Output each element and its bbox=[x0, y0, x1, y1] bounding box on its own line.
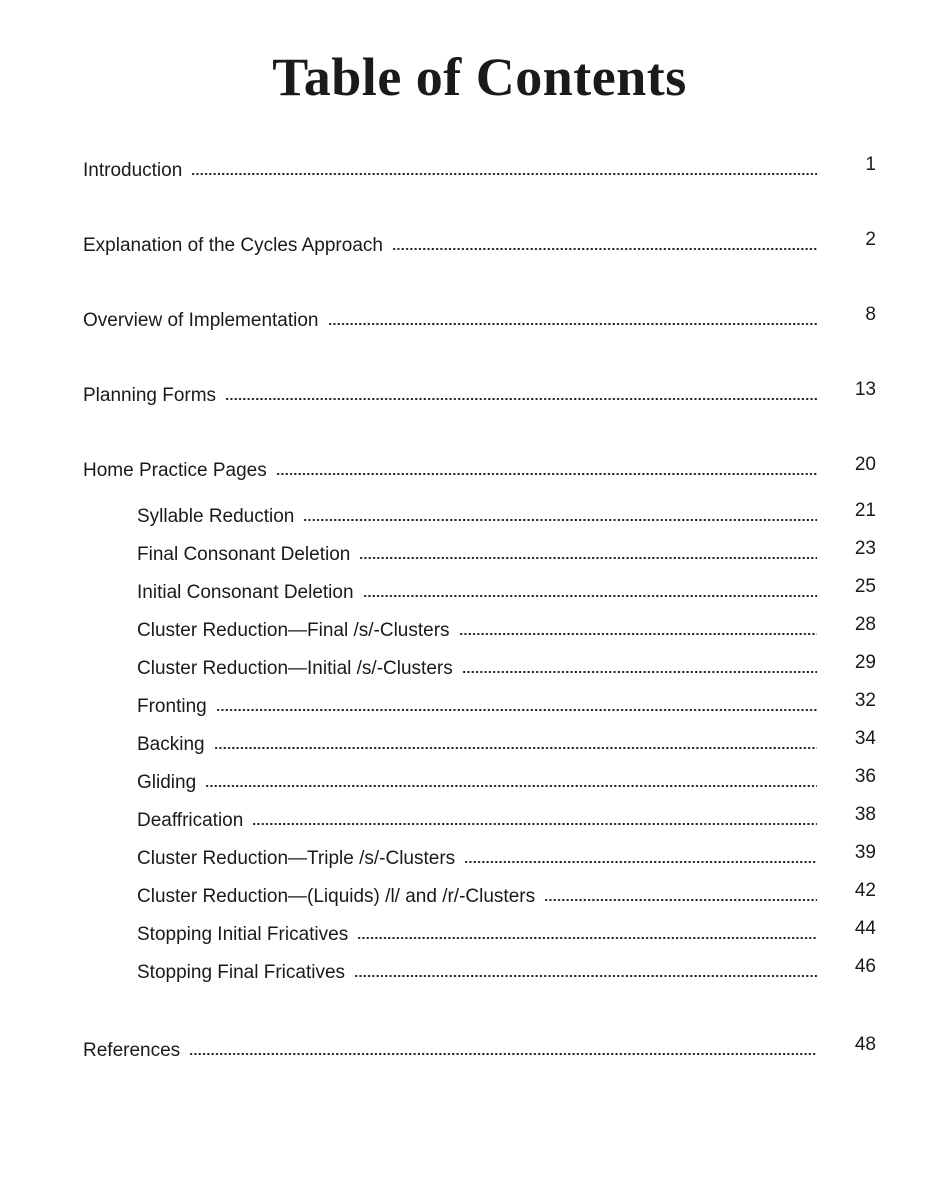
toc-entry bbox=[83, 379, 876, 407]
toc-entry bbox=[83, 766, 876, 794]
toc-entry-label: Stopping Initial Fricatives bbox=[137, 924, 349, 945]
toc-entry-label: Gliding bbox=[137, 772, 197, 793]
toc-entry-page-number: 20 bbox=[854, 454, 876, 475]
toc-entry-label: Deaffrication bbox=[137, 810, 244, 831]
toc-entry-page-number: 32 bbox=[854, 690, 876, 711]
toc-entry bbox=[83, 500, 876, 528]
toc-entry-page-number: 2 bbox=[865, 229, 876, 250]
dot-leader bbox=[328, 322, 818, 327]
dot-leader bbox=[216, 708, 817, 713]
toc-entry-label: Stopping Final Fricatives bbox=[137, 962, 346, 983]
toc-entry-label: Cluster Reduction—Final /s/-Clusters bbox=[137, 620, 450, 641]
toc-entry-page-number: 42 bbox=[854, 880, 876, 901]
toc-entry bbox=[83, 304, 876, 332]
toc-entry bbox=[83, 842, 876, 870]
dot-leader bbox=[459, 632, 817, 637]
toc-entry bbox=[83, 1034, 876, 1062]
toc-entry bbox=[83, 880, 876, 908]
dot-leader bbox=[354, 974, 817, 979]
dot-leader bbox=[205, 784, 817, 789]
toc-entry-page-number: 29 bbox=[854, 652, 876, 673]
toc-entry bbox=[83, 918, 876, 946]
toc-entry-page-number: 34 bbox=[854, 728, 876, 749]
toc-entry bbox=[83, 728, 876, 756]
toc-entry-label: Backing bbox=[137, 734, 205, 755]
dot-leader bbox=[214, 746, 817, 751]
dot-leader bbox=[357, 936, 817, 941]
toc-entry-page-number: 48 bbox=[854, 1034, 876, 1055]
dot-leader bbox=[225, 397, 817, 402]
toc-entry bbox=[83, 154, 876, 182]
toc-entry-page-number: 39 bbox=[854, 842, 876, 863]
toc-entry-page-number: 8 bbox=[865, 304, 876, 325]
dot-leader bbox=[464, 860, 817, 865]
dot-leader bbox=[359, 556, 817, 561]
toc-entry-label: Cluster Reduction—Triple /s/-Clusters bbox=[137, 848, 456, 869]
toc-entry bbox=[83, 956, 876, 984]
toc-list bbox=[83, 154, 876, 1062]
toc-entry-label: Overview of Implementation bbox=[83, 310, 319, 331]
dot-leader bbox=[276, 472, 817, 477]
toc-entry-page-number: 44 bbox=[854, 918, 876, 939]
toc-entry bbox=[83, 614, 876, 642]
dot-leader bbox=[392, 247, 817, 252]
toc-entry bbox=[83, 229, 876, 257]
dot-leader bbox=[191, 172, 817, 177]
toc-entry-label: Syllable Reduction bbox=[137, 506, 295, 527]
toc-entry bbox=[83, 576, 876, 604]
toc-entry-page-number: 1 bbox=[865, 154, 876, 175]
toc-entry-label: Explanation of the Cycles Approach bbox=[83, 235, 383, 256]
dot-leader bbox=[544, 898, 817, 903]
toc-entry-label: Cluster Reduction—Initial /s/-Clusters bbox=[137, 658, 453, 679]
toc-entry-page-number: 23 bbox=[854, 538, 876, 559]
dot-leader bbox=[252, 822, 817, 827]
dot-leader bbox=[462, 670, 817, 675]
toc-entry-label: Final Consonant Deletion bbox=[137, 544, 351, 565]
page-title: Table of Contents bbox=[272, 47, 687, 107]
toc-entry bbox=[83, 652, 876, 680]
toc-entry-page-number: 21 bbox=[854, 500, 876, 521]
toc-entry-label: References bbox=[83, 1040, 181, 1061]
dot-leader bbox=[303, 518, 817, 523]
toc-entry bbox=[83, 538, 876, 566]
toc-entry bbox=[83, 804, 876, 832]
toc-entry-page-number: 28 bbox=[854, 614, 876, 635]
toc-entry bbox=[83, 454, 876, 482]
toc-entry-page-number: 13 bbox=[854, 379, 876, 400]
toc-entry-page-number: 36 bbox=[854, 766, 876, 787]
toc-entry-label: Initial Consonant Deletion bbox=[137, 582, 354, 603]
toc-entry-label: Cluster Reduction—(Liquids) /l/ and /r/-Clusters bbox=[137, 886, 536, 907]
dot-leader bbox=[363, 594, 817, 599]
toc-entry-page-number: 25 bbox=[854, 576, 876, 597]
toc-entry-page-number: 46 bbox=[854, 956, 876, 977]
toc-entry bbox=[83, 690, 876, 718]
toc-entry-page-number: 38 bbox=[854, 804, 876, 825]
toc-entry-label: Fronting bbox=[137, 696, 207, 717]
toc-entry-label: Home Practice Pages bbox=[83, 460, 267, 481]
dot-leader bbox=[189, 1052, 817, 1057]
toc-entry-label: Planning Forms bbox=[83, 385, 217, 406]
toc-entry-label: Introduction bbox=[83, 160, 183, 181]
